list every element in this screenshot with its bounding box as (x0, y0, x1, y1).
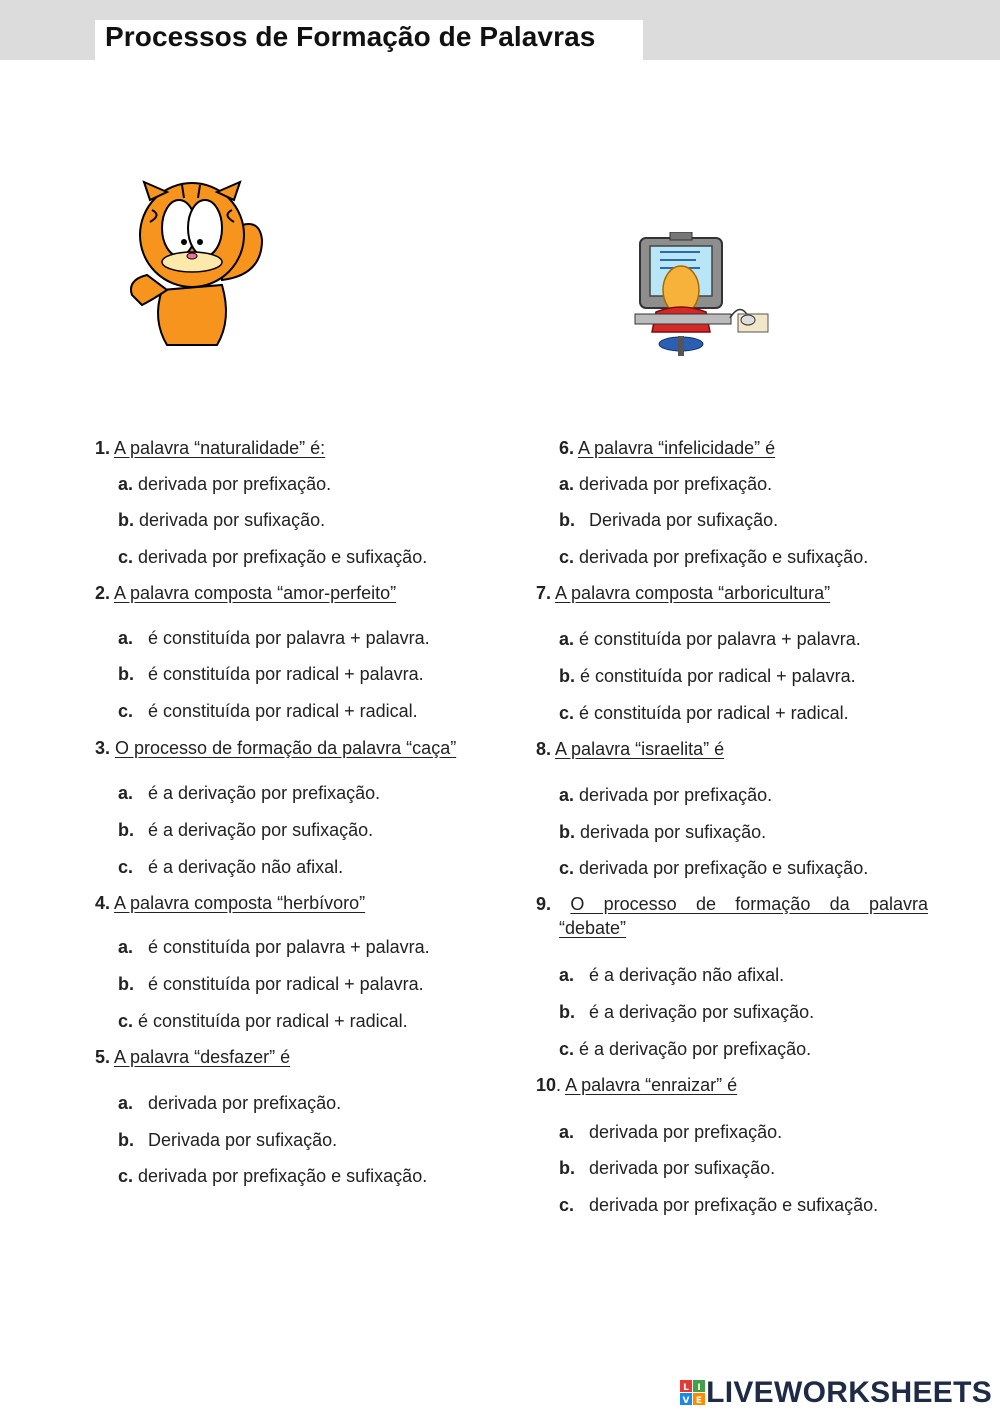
q6-option-a[interactable] (559, 472, 772, 496)
badge-letter: I (697, 1383, 701, 1393)
option-letter: c. (559, 1039, 575, 1059)
q2-option-a[interactable] (118, 626, 430, 650)
q1-option-a[interactable] (118, 472, 331, 496)
question-text: A palavra composta “arboricultura” (555, 583, 831, 603)
question-text: A palavra composta “amor-perfeito” (114, 583, 397, 603)
question-6 (559, 436, 775, 460)
question-number: 5. (95, 1047, 111, 1067)
q7-option-a[interactable] (559, 627, 861, 651)
question-3 (95, 736, 456, 760)
option-text: é constituída por palavra + palavra. (148, 628, 430, 648)
option-letter: c. (559, 547, 575, 567)
option-letter: a. (118, 474, 134, 494)
option-text: é constituída por radical + radical. (579, 703, 849, 723)
question-9-line-2 (536, 916, 928, 940)
question-number-suffix: . (556, 1075, 562, 1095)
option-letter: a. (118, 628, 134, 648)
question-number: 10 (536, 1075, 557, 1095)
q2-option-c[interactable] (118, 699, 418, 723)
option-letter: c. (118, 1166, 134, 1186)
question-number: 4. (95, 893, 111, 913)
option-text: derivada por prefixação e sufixação. (579, 858, 869, 878)
option-text: derivada por prefixação e sufixação. (138, 547, 428, 567)
q6-option-b[interactable] (559, 508, 778, 532)
option-letter: b. (559, 1002, 575, 1022)
option-letter: b. (118, 664, 134, 684)
q10-option-c[interactable] (559, 1193, 878, 1217)
option-letter: c. (118, 857, 134, 877)
badge-letter: E (696, 1396, 703, 1406)
q3-option-b[interactable] (118, 818, 373, 842)
computer-user-image (630, 232, 772, 360)
option-letter: c. (118, 701, 134, 721)
question-text: O processo de formação da palavra “caça” (115, 738, 457, 758)
question-number: 9. (536, 894, 552, 914)
page-title: Processos de Formação de Palavras (105, 21, 596, 52)
option-letter: a. (559, 785, 575, 805)
option-letter: c. (118, 547, 134, 567)
option-text: Derivada por sufixação. (589, 510, 779, 530)
badge-letter: L (683, 1383, 689, 1393)
q6-option-c[interactable] (559, 545, 868, 569)
q5-option-a[interactable] (118, 1091, 341, 1115)
option-text: Derivada por sufixação. (148, 1130, 338, 1150)
liveworksheets-logo[interactable] (680, 1376, 992, 1410)
q10-option-b[interactable] (559, 1156, 775, 1180)
q8-option-b[interactable] (559, 820, 766, 844)
q7-option-c[interactable] (559, 701, 849, 725)
option-text: derivada por prefixação. (138, 474, 332, 494)
option-letter: a. (559, 965, 575, 985)
q4-option-a[interactable] (118, 935, 430, 959)
q4-option-c[interactable] (118, 1009, 408, 1033)
option-text: é a derivação não afixal. (589, 965, 785, 985)
question-text-continued: “debate” (559, 918, 627, 938)
option-letter: b. (559, 666, 575, 686)
q4-option-b[interactable] (118, 972, 424, 996)
option-text: é a derivação não afixal. (148, 857, 344, 877)
q1-option-b[interactable] (118, 508, 325, 532)
garfield-image (122, 180, 272, 350)
option-text: é a derivação por prefixação. (148, 783, 381, 803)
question-4 (95, 891, 365, 915)
question-2 (95, 581, 396, 605)
option-letter: a. (559, 1122, 575, 1142)
option-text: derivada por prefixação. (589, 1122, 783, 1142)
question-7 (536, 581, 830, 605)
option-letter: c. (559, 858, 575, 878)
option-text: é constituída por radical + palavra. (580, 666, 856, 686)
liveworksheets-badge-icon (680, 1380, 706, 1406)
option-text: é a derivação por sufixação. (589, 1002, 815, 1022)
question-number: 7. (536, 583, 552, 603)
option-text: é constituída por palavra + palavra. (579, 629, 861, 649)
garfield-thinking-icon (131, 182, 262, 345)
option-letter: a. (118, 783, 134, 803)
badge-letter: V (682, 1396, 690, 1406)
option-text: é constituída por palavra + palavra. (148, 937, 430, 957)
option-text: derivada por prefixação. (148, 1093, 342, 1113)
question-number: 1. (95, 438, 111, 458)
option-letter: c. (559, 1195, 575, 1215)
option-letter: b. (118, 820, 134, 840)
option-text: derivada por sufixação. (589, 1158, 776, 1178)
q5-option-b[interactable] (118, 1128, 337, 1152)
option-text: derivada por prefixação e sufixação. (589, 1195, 879, 1215)
question-1 (95, 436, 325, 460)
q3-option-a[interactable] (118, 781, 380, 805)
option-letter: a. (118, 937, 134, 957)
question-text: A palavra “desfazer” é (114, 1047, 291, 1067)
option-letter: b. (118, 1130, 134, 1150)
liveworksheets-wordmark: LIVEWORKSHEETS (706, 1376, 992, 1409)
q2-option-b[interactable] (118, 662, 424, 686)
option-text: derivada por prefixação e sufixação. (579, 547, 869, 567)
option-letter: a. (118, 1093, 134, 1113)
option-text: derivada por prefixação. (579, 785, 773, 805)
q9-option-b[interactable] (559, 1000, 814, 1024)
question-text: A palavra composta “herbívoro” (114, 893, 366, 913)
q7-option-b[interactable] (559, 664, 856, 688)
question-text: A palavra “israelita” é (555, 739, 725, 759)
option-text: é constituída por radical + palavra. (148, 974, 424, 994)
q8-option-a[interactable] (559, 783, 772, 807)
option-letter: b. (559, 1158, 575, 1178)
question-text: A palavra “infelicidade” é (578, 438, 776, 458)
option-text: derivada por sufixação. (580, 822, 767, 842)
q1-option-c[interactable] (118, 545, 427, 569)
option-letter: b. (118, 510, 134, 530)
question-number: 8. (536, 739, 552, 759)
question-text: O processo de formação da palavra (570, 894, 928, 914)
question-number: 2. (95, 583, 111, 603)
option-text: derivada por prefixação e sufixação. (138, 1166, 428, 1186)
question-number: 3. (95, 738, 111, 758)
q10-option-a[interactable] (559, 1120, 782, 1144)
option-letter: b. (559, 822, 575, 842)
option-text: é constituída por radical + radical. (138, 1011, 408, 1031)
option-text: derivada por prefixação. (579, 474, 773, 494)
q5-option-c[interactable] (118, 1164, 427, 1188)
option-text: é constituída por radical + palavra. (148, 664, 424, 684)
option-letter: a. (559, 629, 575, 649)
option-letter: b. (118, 974, 134, 994)
question-8 (536, 737, 724, 761)
person-at-computer-icon (635, 232, 768, 356)
option-letter: a. (559, 474, 575, 494)
option-text: é constituída por radical + radical. (148, 701, 418, 721)
q9-option-a[interactable] (559, 963, 784, 987)
option-letter: c. (559, 703, 575, 723)
option-letter: c. (118, 1011, 134, 1031)
option-letter: b. (559, 510, 575, 530)
question-10 (536, 1073, 737, 1097)
q3-option-c[interactable] (118, 855, 343, 879)
question-9-line-1 (536, 892, 928, 916)
option-text: derivada por sufixação. (139, 510, 326, 530)
q9-option-c[interactable] (559, 1037, 811, 1061)
option-text: é a derivação por sufixação. (148, 820, 374, 840)
question-text: A palavra “enraizar” é (565, 1075, 738, 1095)
question-text: A palavra “naturalidade” é: (114, 438, 326, 458)
question-9 (536, 892, 928, 940)
q8-option-c[interactable] (559, 856, 868, 880)
question-5 (95, 1045, 290, 1069)
option-text: é a derivação por prefixação. (579, 1039, 812, 1059)
question-number: 6. (559, 438, 575, 458)
